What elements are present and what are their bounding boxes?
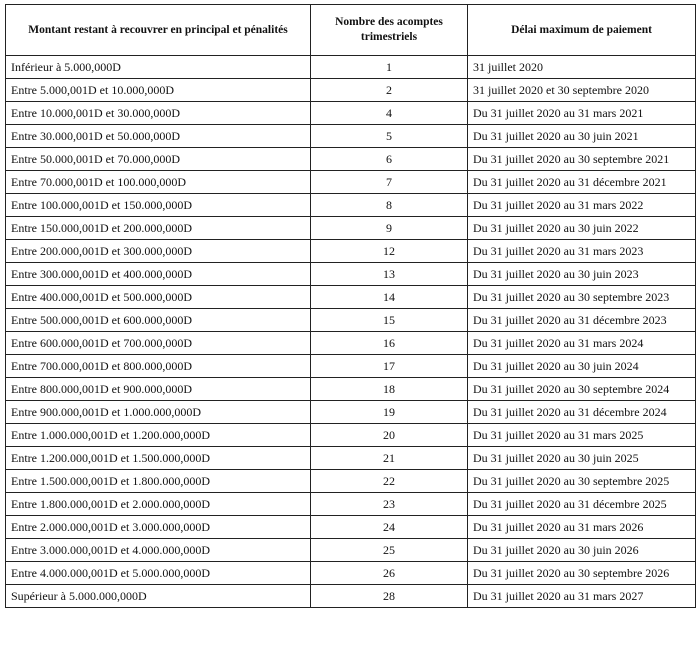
deadline-cell: Du 31 juillet 2020 au 31 mars 2023 [468, 240, 696, 263]
installment-count-cell: 14 [311, 286, 468, 309]
amount-cell: Entre 2.000.000,001D et 3.000.000,000D [6, 516, 311, 539]
table-row [6, 263, 696, 286]
table-row [6, 424, 696, 447]
installment-count-cell: 19 [311, 401, 468, 424]
amount-cell: Entre 150.000,001D et 200.000,000D [6, 217, 311, 240]
table-row [6, 332, 696, 355]
deadline-cell: Du 31 juillet 2020 au 31 décembre 2025 [468, 493, 696, 516]
table-row [6, 401, 696, 424]
amount-cell: Entre 300.000,001D et 400.000,000D [6, 263, 311, 286]
header-row [6, 5, 696, 56]
deadline-cell: Du 31 juillet 2020 au 31 mars 2021 [468, 102, 696, 125]
deadline-cell: Du 31 juillet 2020 au 30 juin 2021 [468, 125, 696, 148]
table-row [6, 516, 696, 539]
deadline-cell: Du 31 juillet 2020 au 31 décembre 2023 [468, 309, 696, 332]
installment-count-cell: 8 [311, 194, 468, 217]
installment-count-cell: 7 [311, 171, 468, 194]
installment-count-cell: 25 [311, 539, 468, 562]
deadline-cell: Du 31 juillet 2020 au 30 juin 2023 [468, 263, 696, 286]
amount-cell: Entre 3.000.000,001D et 4.000.000,000D [6, 539, 311, 562]
installment-count-cell: 5 [311, 125, 468, 148]
amount-cell: Entre 70.000,001D et 100.000,000D [6, 171, 311, 194]
installment-count-cell: 1 [311, 56, 468, 79]
installment-count-cell: 21 [311, 447, 468, 470]
amount-cell: Entre 200.000,001D et 300.000,000D [6, 240, 311, 263]
table-row [6, 309, 696, 332]
header-installment-count: Nombre des acomptes trimestriels [311, 5, 468, 56]
installment-count-cell: 15 [311, 309, 468, 332]
installment-count-cell: 4 [311, 102, 468, 125]
amount-cell: Entre 100.000,001D et 150.000,000D [6, 194, 311, 217]
deadline-cell: Du 31 juillet 2020 au 30 septembre 2023 [468, 286, 696, 309]
amount-cell: Entre 1.000.000,001D et 1.200.000,000D [6, 424, 311, 447]
installment-schedule-table [5, 4, 696, 608]
amount-cell: Entre 10.000,001D et 30.000,000D [6, 102, 311, 125]
table-row [6, 217, 696, 240]
amount-cell: Entre 700.000,001D et 800.000,000D [6, 355, 311, 378]
deadline-cell: Du 31 juillet 2020 au 30 septembre 2021 [468, 148, 696, 171]
table-row [6, 148, 696, 171]
deadline-cell: Du 31 juillet 2020 au 30 septembre 2026 [468, 562, 696, 585]
installment-count-cell: 28 [311, 585, 468, 608]
table-row [6, 79, 696, 102]
table-row [6, 240, 696, 263]
deadline-cell: Du 31 juillet 2020 au 30 juin 2026 [468, 539, 696, 562]
deadline-cell: Du 31 juillet 2020 au 30 juin 2025 [468, 447, 696, 470]
installment-count-cell: 22 [311, 470, 468, 493]
table-row [6, 562, 696, 585]
installment-count-cell: 16 [311, 332, 468, 355]
installment-count-cell: 26 [311, 562, 468, 585]
amount-cell: Entre 1.500.000,001D et 1.800.000,000D [6, 470, 311, 493]
amount-cell: Entre 600.000,001D et 700.000,000D [6, 332, 311, 355]
table-row [6, 378, 696, 401]
deadline-cell: Du 31 juillet 2020 au 30 septembre 2024 [468, 378, 696, 401]
table-row [6, 470, 696, 493]
table-row [6, 447, 696, 470]
installment-count-cell: 12 [311, 240, 468, 263]
amount-cell: Entre 50.000,001D et 70.000,000D [6, 148, 311, 171]
installment-count-cell: 13 [311, 263, 468, 286]
amount-cell: Entre 400.000,001D et 500.000,000D [6, 286, 311, 309]
deadline-cell: Du 31 juillet 2020 au 31 décembre 2024 [468, 401, 696, 424]
deadline-cell: Du 31 juillet 2020 au 31 mars 2026 [468, 516, 696, 539]
installment-count-cell: 18 [311, 378, 468, 401]
amount-cell: Entre 1.200.000,001D et 1.500.000,000D [6, 447, 311, 470]
amount-cell: Entre 4.000.000,001D et 5.000.000,000D [6, 562, 311, 585]
deadline-cell: Du 31 juillet 2020 au 31 mars 2025 [468, 424, 696, 447]
header-amount: Montant restant à recouvrer en principal et pénalités [6, 5, 311, 56]
deadline-cell: Du 31 juillet 2020 au 31 mars 2024 [468, 332, 696, 355]
deadline-cell: Du 31 juillet 2020 au 31 mars 2027 [468, 585, 696, 608]
table-row [6, 355, 696, 378]
amount-cell: Supérieur à 5.000.000,000D [6, 585, 311, 608]
amount-cell: Inférieur à 5.000,000D [6, 56, 311, 79]
amount-cell: Entre 5.000,001D et 10.000,000D [6, 79, 311, 102]
amount-cell: Entre 900.000,001D et 1.000.000,000D [6, 401, 311, 424]
table-row [6, 539, 696, 562]
table-body [6, 56, 696, 608]
table-row [6, 125, 696, 148]
deadline-cell: 31 juillet 2020 et 30 septembre 2020 [468, 79, 696, 102]
deadline-cell: Du 31 juillet 2020 au 30 septembre 2025 [468, 470, 696, 493]
amount-cell: Entre 800.000,001D et 900.000,000D [6, 378, 311, 401]
deadline-cell: Du 31 juillet 2020 au 30 juin 2024 [468, 355, 696, 378]
table-row [6, 171, 696, 194]
table-row [6, 585, 696, 608]
amount-cell: Entre 1.800.000,001D et 2.000.000,000D [6, 493, 311, 516]
deadline-cell: Du 31 juillet 2020 au 30 juin 2022 [468, 217, 696, 240]
installment-count-cell: 6 [311, 148, 468, 171]
installment-count-cell: 20 [311, 424, 468, 447]
installment-count-cell: 2 [311, 79, 468, 102]
deadline-cell: Du 31 juillet 2020 au 31 décembre 2021 [468, 171, 696, 194]
table-row [6, 194, 696, 217]
installment-count-cell: 23 [311, 493, 468, 516]
table-row [6, 286, 696, 309]
amount-cell: Entre 500.000,001D et 600.000,000D [6, 309, 311, 332]
table-row [6, 102, 696, 125]
table-header [6, 5, 696, 56]
amount-cell: Entre 30.000,001D et 50.000,000D [6, 125, 311, 148]
table-row [6, 493, 696, 516]
header-payment-deadline: Délai maximum de paiement [468, 5, 696, 56]
installment-count-cell: 24 [311, 516, 468, 539]
deadline-cell: 31 juillet 2020 [468, 56, 696, 79]
table-row [6, 56, 696, 79]
deadline-cell: Du 31 juillet 2020 au 31 mars 2022 [468, 194, 696, 217]
installment-count-cell: 17 [311, 355, 468, 378]
installment-count-cell: 9 [311, 217, 468, 240]
